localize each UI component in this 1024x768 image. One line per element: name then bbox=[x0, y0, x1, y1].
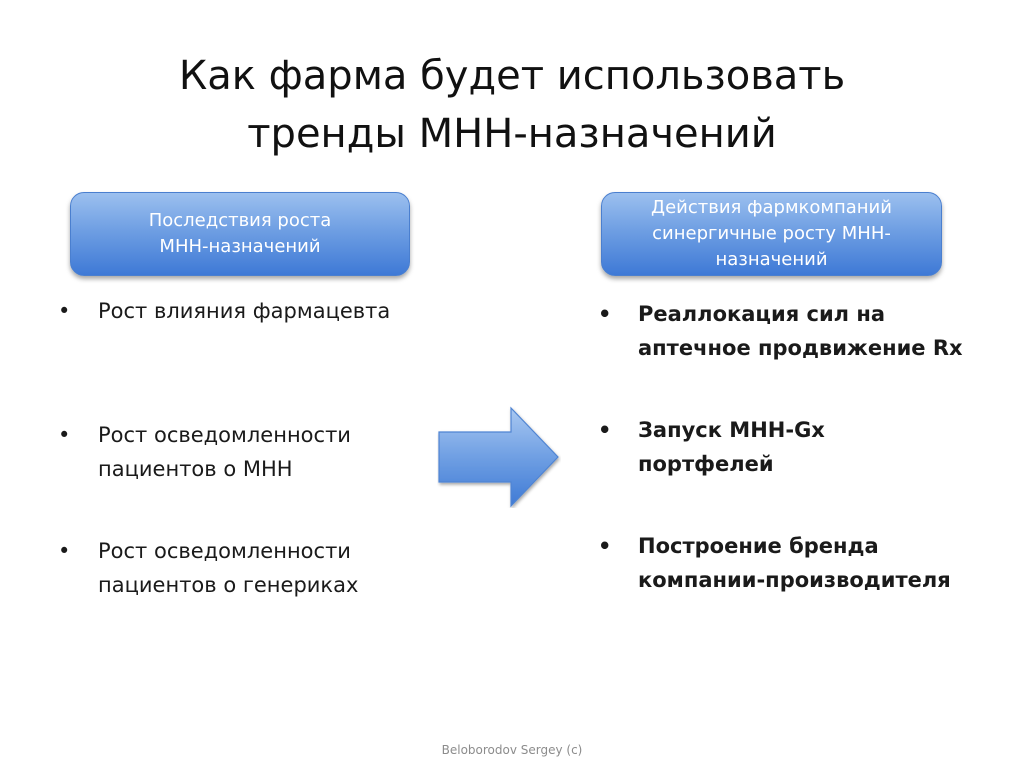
consequences-header-line-1: Последствия роста bbox=[148, 210, 332, 231]
actions-list-item bbox=[598, 297, 998, 413]
actions-header-line-3: назначений bbox=[715, 249, 828, 270]
list-item-text: пациентов о МНН bbox=[98, 457, 293, 481]
list-item-text: Реаллокация сил на bbox=[638, 302, 886, 326]
list-item-text: Рост влияния фармацевта bbox=[98, 299, 391, 323]
consequences-header-box bbox=[70, 192, 410, 276]
right-arrow-icon bbox=[437, 406, 561, 508]
actions-list-item bbox=[598, 529, 998, 597]
bullet-icon: • bbox=[598, 418, 612, 442]
slide-title-line-1: Как фарма будет использовать bbox=[178, 52, 846, 99]
consequences-list-item bbox=[58, 294, 438, 418]
list-item-text: Построение бренда bbox=[638, 534, 879, 558]
actions-header-line-2: синергичные росту МНН- bbox=[652, 223, 891, 244]
bullet-icon: • bbox=[58, 299, 71, 323]
bullet-icon: • bbox=[58, 423, 71, 447]
bullet-icon: • bbox=[598, 302, 612, 326]
list-item-text: аптечное продвижение Rx bbox=[638, 336, 963, 360]
slide-title-line-2: тренды МНН-назначений bbox=[247, 110, 777, 157]
list-item-text: компании-производителя bbox=[638, 568, 951, 592]
list-item-text: Рост осведомленности bbox=[98, 423, 351, 447]
list-item-text: портфелей bbox=[638, 452, 774, 476]
consequences-list-item bbox=[58, 418, 438, 534]
bullet-icon: • bbox=[58, 539, 71, 563]
actions-header-box bbox=[601, 192, 942, 276]
consequences-header-line-2: МНН-назначений bbox=[159, 236, 321, 257]
list-item-text: пациентов о генериках bbox=[98, 573, 359, 597]
list-item-text: Рост осведомленности bbox=[98, 539, 351, 563]
consequences-list bbox=[58, 294, 438, 602]
bullet-icon: • bbox=[598, 534, 612, 558]
footer-copyright: Beloborodov Sergey (c) bbox=[441, 743, 583, 757]
actions-list-item bbox=[598, 413, 998, 529]
list-item-text: Запуск МНН-Gx bbox=[638, 418, 825, 442]
slide-title bbox=[40, 47, 984, 163]
actions-header-line-1: Действия фармкомпаний bbox=[651, 197, 892, 218]
consequences-list-item bbox=[58, 534, 438, 602]
actions-list bbox=[598, 297, 998, 597]
